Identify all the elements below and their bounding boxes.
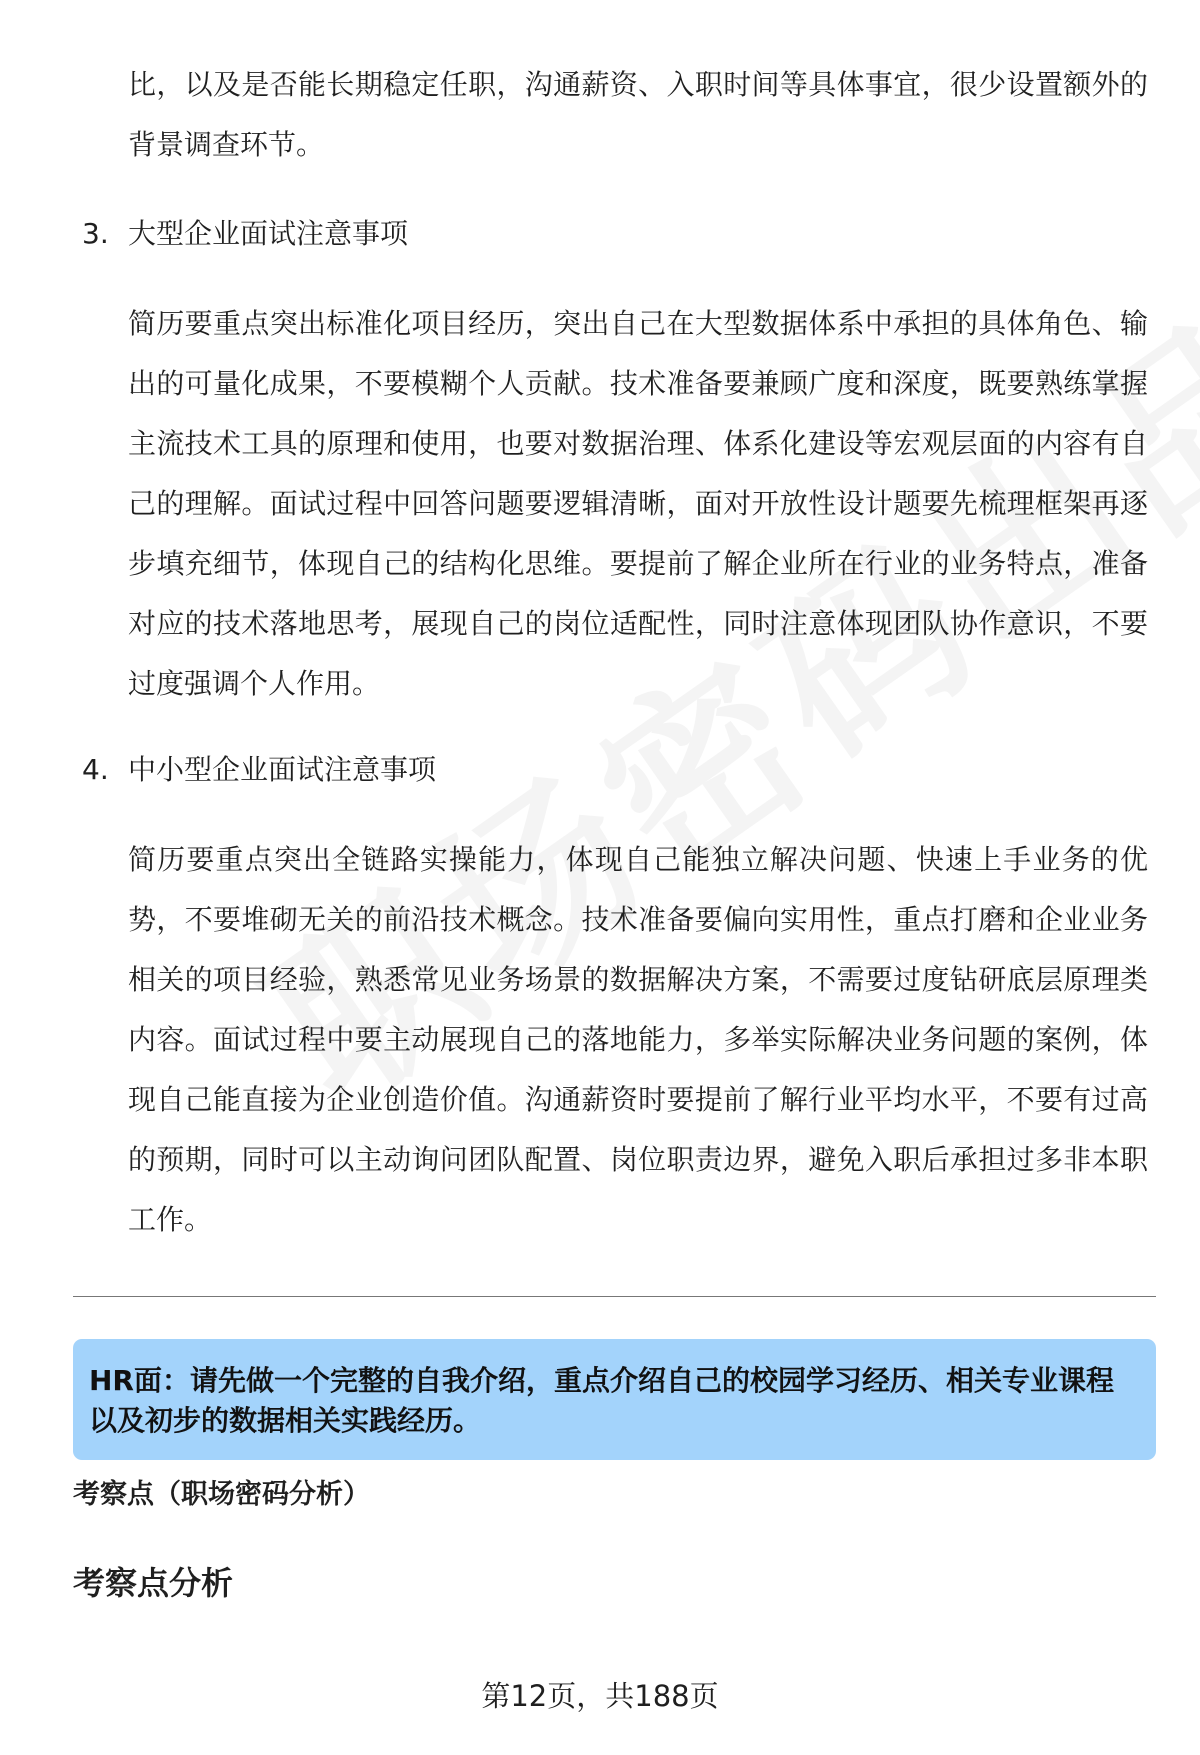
list-item-3-title: 大型企业面试注意事项 [128, 217, 409, 250]
list-item-3-heading [82, 214, 408, 254]
page-number-footer: 第12页，共188页 [481, 1679, 719, 1713]
list-item-4-heading [82, 750, 436, 790]
section-divider [73, 1296, 1156, 1297]
list-item-4-title: 中小型企业面试注意事项 [128, 753, 437, 786]
analysis-subheading: 考察点（职场密码分析） [73, 1479, 370, 1510]
hr-question-text: HR面：请先做一个完整的自我介绍，重点介绍自己的校园学习经历、相关专业课程以及初步的数据相关实践经历。 [89, 1364, 1114, 1437]
list-item-4-body: 简历要重点突出全链路实操能力，体现自己能独立解决问题、快速上手业务的优势，不要堆砌无关的前沿技术概念。技术准备要偏向实用性，重点打磨和企业业务相关的项目经验，熟悉常见业务场景的数据解决方案，不需要过度钻研底层原理类内容。面试过程中要主动展现自己的落地能力，多举实际解决业务问题的案例，体现自己能直接为企业创造价值。沟通薪资时要提前了解行业平均水平，不要有过高的预期，同时可以主动询问团队配置、岗位职责边界，避免入职后承担过多非本职工作。 [128, 843, 1148, 1236]
analysis-section-title: 考察点分析 [73, 1564, 234, 1602]
list-item-3-number: 3. [82, 217, 109, 250]
list-item-3-body: 简历要重点突出标准化项目经历，突出自己在大型数据体系中承担的具体角色、输出的可量化成果，不要模糊个人贡献。技术准备要兼顾广度和深度，既要熟练掌握主流技术工具的原理和使用，也要对数据治理、体系化建设等宏观层面的内容有自己的理解。面试过程中回答问题要逻辑清晰，面对开放性设计题要先梳理框架再逐步填充细节，体现自己的结构化思维。要提前了解企业所在行业的业务特点，准备对应的技术落地思考，展现自己的岗位适配性，同时注意体现团队协作意识，不要过度强调个人作用。 [128, 307, 1148, 700]
list-item-4-number: 4. [82, 753, 109, 786]
intro-paragraph: 比，以及是否能长期稳定任职，沟通薪资、入职时间等具体事宜，很少设置额外的背景调查环节。 [128, 68, 1148, 161]
hr-question-callout [73, 1339, 1156, 1460]
